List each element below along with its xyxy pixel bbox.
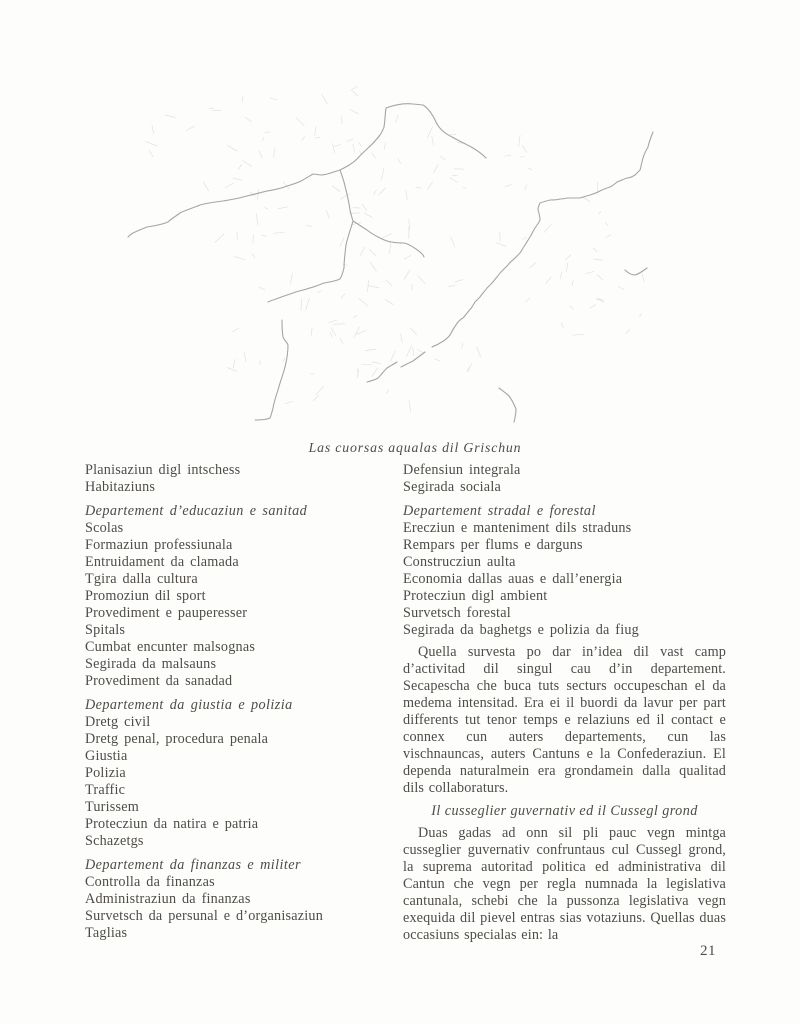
department-heading: Departement stradal e forestal [403,503,596,519]
right-column [403,462,726,944]
list-item: Provediment e pauperesser [85,605,248,621]
list-item: Tgira dalla cultura [85,571,198,587]
list-item: Schazetgs [85,833,144,849]
list-item: Turissem [85,799,140,815]
list-item: Protecziun da natira e patria [85,816,259,832]
list-item: Administraziun da finanzas [85,891,251,907]
page-number: 21 [700,943,716,959]
paragraph-survesta: Quella survesta po dar in’idea dil vast camp d’activitad dil singul cau d’in departement. Secapescha che buca tuts secturs occupeschan el da medema intensitad. Era ei il buordi da lavur per part differents tut tenor temps e relaziuns ed il contact e connex cun auters departements, cun las vischnauncas, auters Cantuns e la Confederaziun. El dependa naturalmein era grondamein dalla qualitad dils collaboraturs. [403,644,726,796]
list-item: Giustia [85,748,128,764]
list-item: Survetsch forestal [403,605,511,621]
list-item: Erecziun e manteniment dils straduns [403,520,632,536]
list-item: Controlla da finanzas [85,874,215,890]
list-item: Rempars per flums e darguns [403,537,583,553]
department-heading: Departement da giustia e polizia [85,697,293,713]
list-item: Dretg civil [85,714,151,730]
river-map-figure [0,0,800,440]
department-heading: Departement d’educaziun e sanitad [85,503,308,519]
list-item: Construcziun aulta [403,554,516,570]
list-item: Dretg penal, procedura penala [85,731,269,747]
river-lines [128,104,653,422]
list-item: Taglias [85,925,128,941]
list-item: Segirada sociala [403,479,501,495]
list-item: Habitaziuns [85,479,156,495]
paragraph-cussegl-grond: Duas gadas ad onn sil pli pauc vegn mintga cusseglier guvernativ confruntaus cul Cussegl grond, la suprema autoritad politica ed administrativa dil Cantun che vegn per regla numnada la legislativa cantunala, schebi che la pussonza legislativa vegn exequida dil pievel entras sias votaziuns. Quellas duas occasiuns specialas ein: la [403,825,726,943]
map-caption: Las cuorsas aqualas dil Grischun [308,440,522,455]
subheading-cusseglier-guvernativ: Il cusseglier guvernativ ed il Cussegl grond [431,803,698,819]
list-item: Defensiun integrala [403,462,521,478]
list-item: Entruidament da clamada [85,554,239,570]
list-item: Polizia [85,765,126,781]
list-item: Cumbat encunter malsognas [85,639,256,655]
list-item: Promoziun dil sport [85,588,206,604]
right-column-lists [403,462,726,639]
list-item: Formaziun professiunala [85,537,233,553]
list-item: Segirada da malsauns [85,656,217,672]
list-item: Economia dallas auas e dall’energia [403,571,623,587]
list-item: Protecziun digl ambient [403,588,548,604]
two-column-text [85,462,726,944]
list-item: Survetsch da persunal e d’organisaziun [85,908,324,924]
list-item: Planisaziun digl intschess [85,462,241,478]
department-heading: Departement da finanzas e militer [85,857,301,873]
left-column [85,462,403,944]
list-item: Traffic [85,782,126,798]
list-item: Provediment da sanadad [85,673,233,689]
list-item: Spitals [85,622,126,638]
list-item: Segirada da baghetgs e polizia da fiug [403,622,639,638]
list-item: Scolas [85,520,124,536]
